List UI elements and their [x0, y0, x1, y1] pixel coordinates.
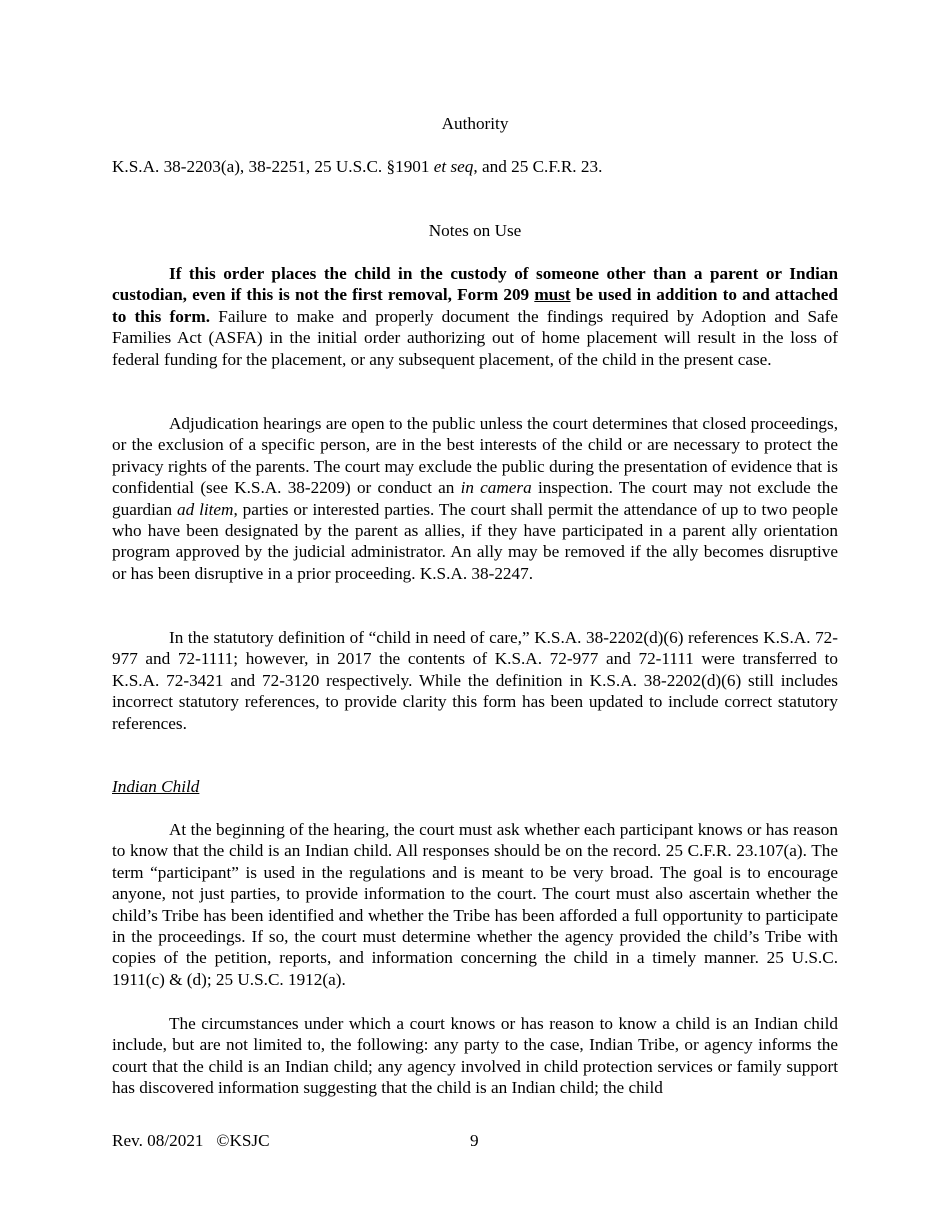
authority-heading: Authority [441, 114, 509, 133]
notes-on-use-heading: Notes on Use [428, 221, 522, 240]
notes-p1-rest: Failure to make and properly document the findings required by Adoption and Safe Families Act (ASFA) in the initial order authorizing out of home placement will result in the loss of federal funding for the placement, or any subsequent placement, of the child in the present case. [112, 306, 838, 369]
notes-p2-part-b: inspection. The court may not exclude the guardian [112, 478, 838, 519]
footer-revision-date: Rev. 08/2021 [112, 1131, 204, 1150]
authority-citation [112, 156, 838, 177]
notes-paragraph-3: In the statutory definition of “child in need of care,” K.S.A. 38-2202(d)(6) references K.S.A. 72-977 and 72-1111; however, in 2017 the contents of K.S.A. 72-977 and 72-1111 were transferred to K.S.A. 72-3421 and 72-3120 respectively. While the definition in K.S.A. 38-2202(d)(6) still includes incorrect statutory references, to provide clarity this form has been updated to include correct statutory references. [112, 628, 838, 733]
notes-p2-italic-2: ad litem [177, 499, 234, 519]
indian-child-paragraph-2: The circumstances under which a court knows or has reason to know a child is an Indian child include, but are not limited to, the following: any party to the case, Indian Tribe, or agency informs the court that the child is an Indian child; any agency involved in child protection services or family support has discovered information suggesting that the child is an Indian child; the child [112, 1014, 838, 1098]
notes-p2-italic-1: in camera [460, 478, 532, 498]
notes-p1-bold-underline: must [534, 285, 571, 305]
authority-citation-part-a: K.S.A. 38-2203(a), 38-2251, 25 U.S.C. §1901 [112, 157, 434, 176]
indian-child-heading-text: Indian Child [112, 777, 200, 796]
footer-revision [112, 1130, 270, 1151]
notes-p2-part-c: , parties or interested parties. The court shall permit the attendance of up to two people who have been designated by the parent as allies, if they have participated in a parent ally orientation program approved by the judicial administrator. An ally may be removed if the ally becomes disruptive or has been disruptive in a prior proceeding. K.S.A. 38-2247. [112, 499, 838, 583]
page-number: 9 [470, 1131, 479, 1150]
notes-paragraph-2 [112, 413, 838, 584]
notes-paragraph-1 [112, 263, 838, 370]
indian-child-paragraph-1: At the beginning of the hearing, the court must ask whether each participant knows or has reason to know that the child is an Indian child. All responses should be on the record. 25 C.F.R. 23.107(a). The term “participant” is used in the regulations and is meant to be very broad. The goal is to encourage anyone, not just parties, to provide information to the court. The court must also ascertain whether the child’s Tribe has been identified and whether the Tribe has been afforded a full opportunity to participate in the proceedings. If so, the court must determine whether the agency provided the child’s Tribe with copies of the petition, reports, and information concerning the child in a timely manner. 25 U.S.C. 1911(c) & (d); 25 U.S.C. 1912(a). [112, 820, 838, 989]
authority-citation-italic: et seq [433, 157, 474, 176]
indian-child-heading [112, 776, 838, 797]
notes-p1-bold-a: If this order places the child in the custody of someone other than a parent or Indian custodian, even if this is not the first removal, Form 209 [112, 264, 838, 305]
authority-citation-part-b: , and 25 C.F.R. 23. [473, 157, 603, 176]
footer-copyright: ©KSJC [216, 1131, 270, 1150]
notes-p1-bold-b: be used in addition to and attached to this form. [112, 285, 838, 326]
notes-p2-part-a: Adjudication hearings are open to the public unless the court determines that closed proceedings, or the exclusion of a specific person, are in the best interests of the child or are necessary to protect the privacy rights of the parents. The court may exclude the public during the presentation of evidence that is confidential (see K.S.A. 38-2209) or conduct an [112, 414, 838, 498]
